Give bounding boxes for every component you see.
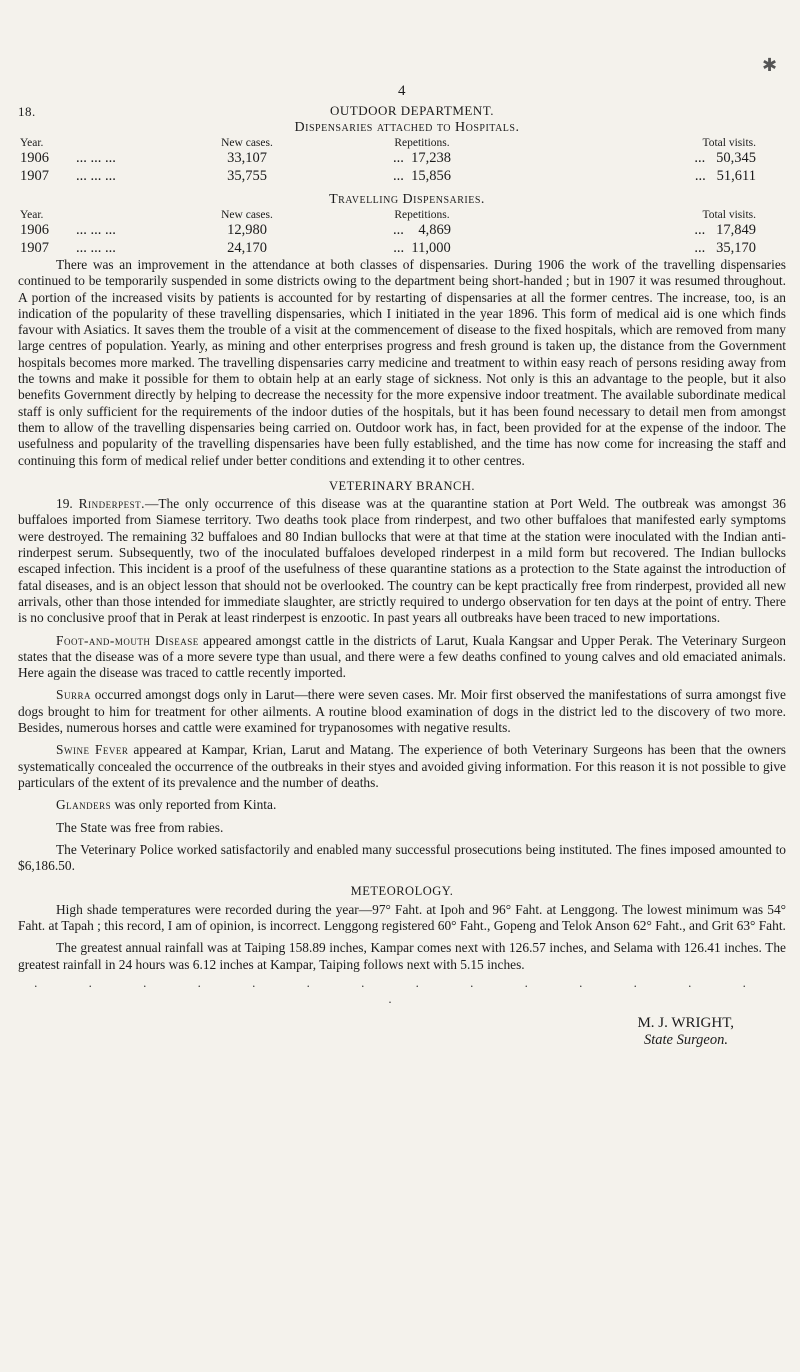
header-new-cases: New cases. — [221, 136, 273, 149]
signature-block — [18, 1015, 734, 1049]
table-header — [20, 136, 760, 149]
signature-name: M. J. WRIGHT, — [637, 1015, 734, 1032]
attached-dispensaries-table — [20, 136, 760, 185]
document-body — [18, 103, 786, 1049]
table-row: 1907 ... ... ... 35,755 ... 15,856 ... 51,611 — [20, 167, 756, 184]
surra-paragraph: Surra occurred amongst dogs only in Larut—there were seven cases. Mr. Moir first observed the manifestations of surra amongst five dogs brought to him for treatment for other ailments. A routine blood examination of dogs in the district led to the discovery of two more. Besides, numerous horses and cattle were examined for trypanosomes with negative results. — [18, 687, 786, 736]
section-number: 18. — [18, 104, 36, 119]
meteorology-heading: METEOROLOGY. — [350, 884, 454, 899]
header-repetitions: Repetitions. — [394, 136, 450, 149]
omission-dots: . . . . . . . . . . . . . . . — [34, 974, 770, 1007]
signature-title: State Surgeon. — [643, 1032, 728, 1049]
attached-dispensaries-title: Dispensaries attached to Hospitals. — [294, 120, 520, 135]
header-repetitions: Repetitions. — [394, 208, 450, 221]
header-total: Total visits. — [702, 136, 756, 149]
temperature-paragraph: High shade temperatures were recorded during the year—97° Faht. at Ipoh and 96° Faht. at Lenggong. The lowest minimum was 54° Faht. at Tapah ; this record, I am of opinion, is incorrect. Lenggong registered 60° Faht., Gopeng and Telok Anson 62° Faht., and Grit 63° Faht. — [18, 901, 786, 933]
table-row: 1907 ... ... ... 24,170 ... 11,000 ... 35,170 — [20, 239, 756, 256]
police-paragraph: The Veterinary Police worked satisfactorily and enabled many successful prosecutions being instituted. The fines imposed amounted to $6,186.50. — [18, 841, 786, 874]
header-total: Total visits. — [702, 208, 756, 221]
margin-mark: ✱ — [762, 55, 778, 75]
rabies-paragraph: The State was free from rabies. — [56, 819, 224, 835]
swine-fever-paragraph: Swine Fever appeared at Kampar, Krian, Larut and Matang. The experience of both Veterinary Surgeons has been that the owners systematically concealed the occurrence of the outbreaks in their styes and avoided giving information. For this reason it is not possible to give particulars of the extent of its prevalence and the number of deaths. — [18, 742, 786, 790]
header-year: Year. — [20, 208, 44, 221]
table-row: 1906 ... ... ... 33,107 ... 17,238 ... 50,345 — [20, 149, 756, 166]
table-row: 1906 ... ... ... 12,980 ... 4,869 ... 17,849 — [20, 221, 756, 238]
rinderpest-paragraph: 19. Rinderpest.—The only occurrence of this disease was at the quarantine station at Port Weld. The outbreak was amongst 36 buffaloes imported from Siamese territory. Two deaths took place from rinderpest, and two other buffaloes that manifested early symptoms were destroyed. The remaining 32 buffaloes and 80 Indian bullocks that were at that time at the station were inoculated with the Indian anti-rinderpest serum. Subsequently, two of the inoculated buffaloes developed rinderpest in a mild form but recovered. The Indian bullocks escaped infection. This incident is a proof of the usefulness of these quarantine stations as a protection to the State against the introduction of fatal diseases, and is an object lesson that should not be overlooked. The country can be kept practically free from rinderpest, provided all new arrivals, other than those intended for immediate slaughter, are strictly required to undergo observation for ten days at the point of entry. There is no conclusive proof that in Perak at least rinderpest is enzootic. In past years all outbreaks have been traced to new importations. — [18, 496, 786, 626]
header-year: Year. — [20, 136, 44, 149]
page-number: 4 — [398, 83, 406, 99]
table-header — [20, 208, 760, 221]
rainfall-paragraph: The greatest annual rainfall was at Taiping 158.89 inches, Kampar comes next with 126.57 inches, and Selama with 126.41 inches. The greatest rainfall in 24 hours was 6.12 inches at Kampar, Taiping follows next with 5.15 inches. — [18, 940, 786, 972]
header-new-cases: New cases. — [221, 208, 273, 221]
glanders-paragraph: Glanders was only reported from Kinta. — [56, 797, 277, 813]
rinderpest-label: Rinderpest. — [78, 496, 145, 512]
travelling-dispensaries-table — [20, 208, 760, 257]
foot-and-mouth-paragraph: Foot-and-mouth Disease appeared amongst cattle in the districts of Larut, Kuala Kangsar and Upper Perak. The Veterinary Surgeon states that the disease was of a more severe type than usual, and there were a few deaths confined to young calves and old emaciated animals. Here again the disease was traced to cattle recently imported. — [18, 632, 786, 681]
dispensaries-paragraph: There was an improvement in the attendance at both classes of dispensaries. During 1906 the work of the travelling dispensaries continued to be temporarily suspended in some districts owing to the department being short-handed ; but in 1907 it was resumed throughout. A portion of the increased visits by patients is accounted for by restarting of dispensaries at all the former centres. The increase, too, is an indication of the popularity of these travelling dispensaries, which I initiated in the year 1896. This form of medical aid is one which finds favour with Asiatics. It saves them the trouble of a visit at the commencement of disease to the fixed hospitals, which are removed from many large centres of population. Yearly, as mining and other enterprises progress and fresh ground is taken up, the distance from the Government hospitals becomes more marked. The travelling dispensaries carry medicine and treatment to within easy reach of persons residing away from the towns and make it possible for them to obtain help at an early stage of sickness. Not only is this an advantage to the people, but it also benefits Government directly by helping to decrease the necessity for the more expensive indoor treatment. The available subordinate medical staff is only sufficient for the requirements of the indoor duties of the hospitals, but it has been found necessary to detail men from amongst them to allow of the travelling dispensaries being carried on. Outdoor work has, in fact, been provided for at the expense of the indoor. The usefulness and popularity of the travelling dispensaries have been fully established, and the time has now come for increasing the staff and continuing this form of medical relief under better conditions and extending it to other centres. — [18, 257, 786, 468]
department-title: 18. OUTDOOR DEPARTMENT. — [18, 103, 494, 119]
travelling-dispensaries-title: Travelling Dispensaries. — [329, 192, 485, 207]
veterinary-heading: VETERINARY BRANCH. — [328, 478, 476, 493]
